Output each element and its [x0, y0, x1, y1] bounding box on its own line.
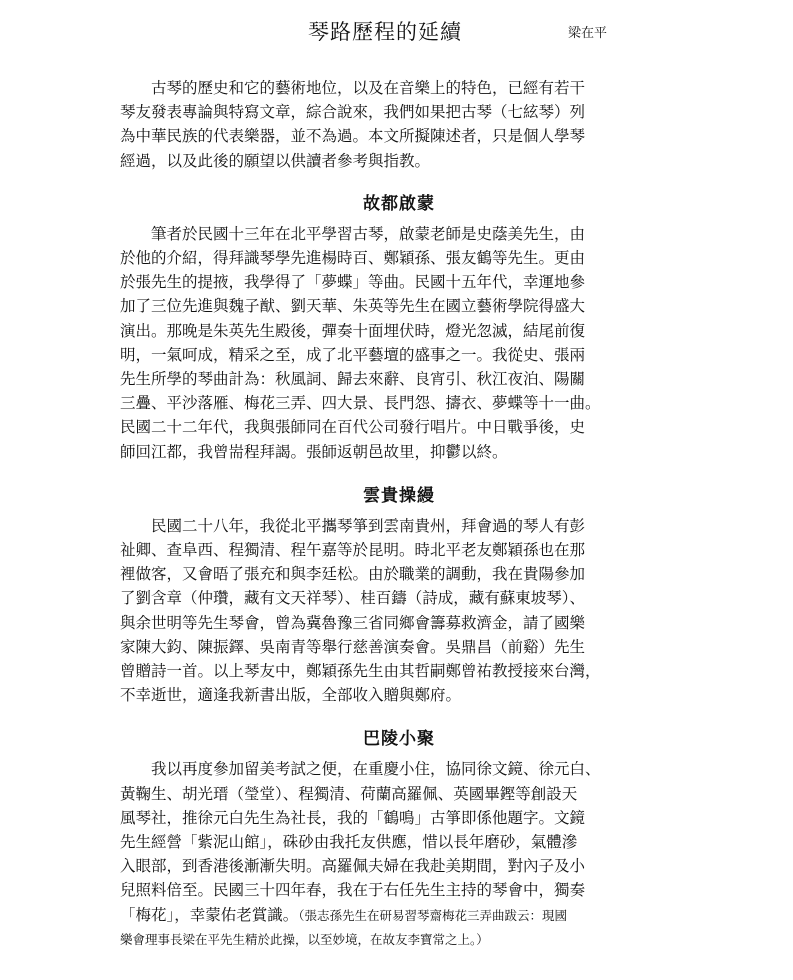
- text-line: 於張先生的提掖，我學得了「夢蝶」等曲。民國十五年代，幸運地參: [120, 273, 586, 292]
- text-line: 先生所學的琴曲計為：秋風詞、歸去來辭、良宵引、秋江夜泊、陽關: [120, 370, 586, 389]
- section-paragraph-1: [120, 222, 678, 464]
- section-paragraph-3: [120, 757, 678, 952]
- footnote-text: （張志孫先生在研易習琴齋梅花三弄曲跋云：現國: [298, 907, 568, 923]
- author-name: 梁在平: [568, 26, 608, 41]
- text-line: 古琴的歷史和它的藝術地位，以及在音樂上的特色，已經有若干: [120, 79, 586, 97]
- text-line: 民國二十二年代，我與張師同在百代公司發行唱片。中日戰爭後，史: [120, 418, 586, 437]
- text-line: 師回江都，我曾耑程拜謁。張師返朝邑故里，抑鬱以終。: [120, 442, 508, 461]
- text-line: 三疊、平沙落雁、梅花三弄、四大景、長門怨、擣衣、夢蝶等十一曲。: [120, 394, 601, 413]
- text-line: 曾贈詩一首。以上琴友中，鄭穎孫先生由其哲嗣鄭曾祐教授接來台灣，: [120, 662, 601, 681]
- text-line: 了劉含章（仲瓚，藏有文天祥琴）、桂百鑄（詩成，藏有蘇東坡琴）、: [120, 589, 586, 608]
- section-heading-3: 巴陵小聚: [363, 729, 435, 750]
- text-line: 家陳大鈞、陳振鐸、吳南青等舉行慈善演奏會。吳鼎昌（前谿）先生: [120, 637, 586, 656]
- text-line: 裡做客，又會晤了張充和與李廷松。由於職業的調動，我在貴陽參加: [120, 565, 586, 584]
- text-line: 民國二十八年，我從北平攜琴箏到雲南貴州，拜會過的琴人有彭: [120, 516, 586, 535]
- text-line: 與余世明等先生琴會，曾為冀魯豫三省同鄉會籌募救濟金，請了國樂: [120, 613, 586, 632]
- text-line: 為中華民族的代表樂器，並不為過。本文所擬陳述者，只是個人學琴: [120, 127, 586, 146]
- text-line: [120, 903, 678, 928]
- section-heading-2: 雲貴操縵: [363, 485, 435, 506]
- text-line: 先生經營「紫泥山館」，硃砂由我托友供應，惜以長年磨砂，氣體滲: [120, 833, 578, 852]
- text-line: 筆者於民國十三年在北平學習古琴，啟蒙老師是史蔭美先生，由: [120, 224, 586, 243]
- text-line: 明，一氣呵成，精采之至，成了北平藝壇的盛事之一。我從史、張兩: [120, 345, 586, 364]
- text-line: 琴友發表專論與特寫文章，綜合說來，我們如果把古琴（七絃琴）列: [120, 103, 586, 122]
- section-paragraph-2: [120, 514, 678, 708]
- text-line: 祉卿、查阜西、程獨清、程午嘉等於昆明。時北平老友鄭穎孫也在那: [120, 541, 586, 560]
- page-title: 琴路歷程的延續: [308, 20, 462, 44]
- text-line: 加了三位先進與魏子猷、劉天華、朱英等先生在國立藝術學院得盛大: [120, 297, 586, 316]
- footnote-line: 樂會理事長梁在平先生精於此操，以至妙境，在故友李寶常之上。）: [120, 931, 489, 947]
- section-heading-1: 故都啟蒙: [363, 193, 435, 214]
- text-line: 於他的介紹，得拜識琴學先進楊時百、鄭穎孫、張友鶴等先生。更由: [120, 249, 586, 268]
- text-line: 風琴社，推徐元白先生為社長，我的「鶴鳴」古箏即係他題字。文鏡: [120, 808, 586, 827]
- text-line: 不幸逝世，適逢我新書出版，全部收入贈與鄭府。: [120, 686, 462, 705]
- title-row: [0, 16, 793, 48]
- text-line: 經過，以及此後的願望以供讀者參考與指教。: [120, 151, 431, 170]
- text-main: 「梅花」，幸蒙佑老賞識。: [120, 905, 299, 924]
- intro-paragraph: [120, 76, 678, 173]
- text-line: 我以再度參加留美考試之便，在重慶小住，協同徐文鏡、徐元白、: [120, 760, 601, 779]
- text-line: 入眼部，到香港後漸漸失明。高羅佩夫婦在我赴美期間，對內子及小: [120, 857, 586, 876]
- text-line: 演出。那晚是朱英先生殿後，彈奏十面埋伏時，燈光忽滅，結尾前復: [120, 321, 586, 340]
- article-body: [120, 76, 678, 952]
- text-line: 兒照料倍至。民國三十四年春，我在于右任先生主持的琴會中，獨奏: [120, 881, 586, 900]
- text-line: 黃鞠生、胡光瑨（瑩堂）、程獨清、荷蘭高羅佩、英國畢鏗等創設天: [120, 784, 578, 803]
